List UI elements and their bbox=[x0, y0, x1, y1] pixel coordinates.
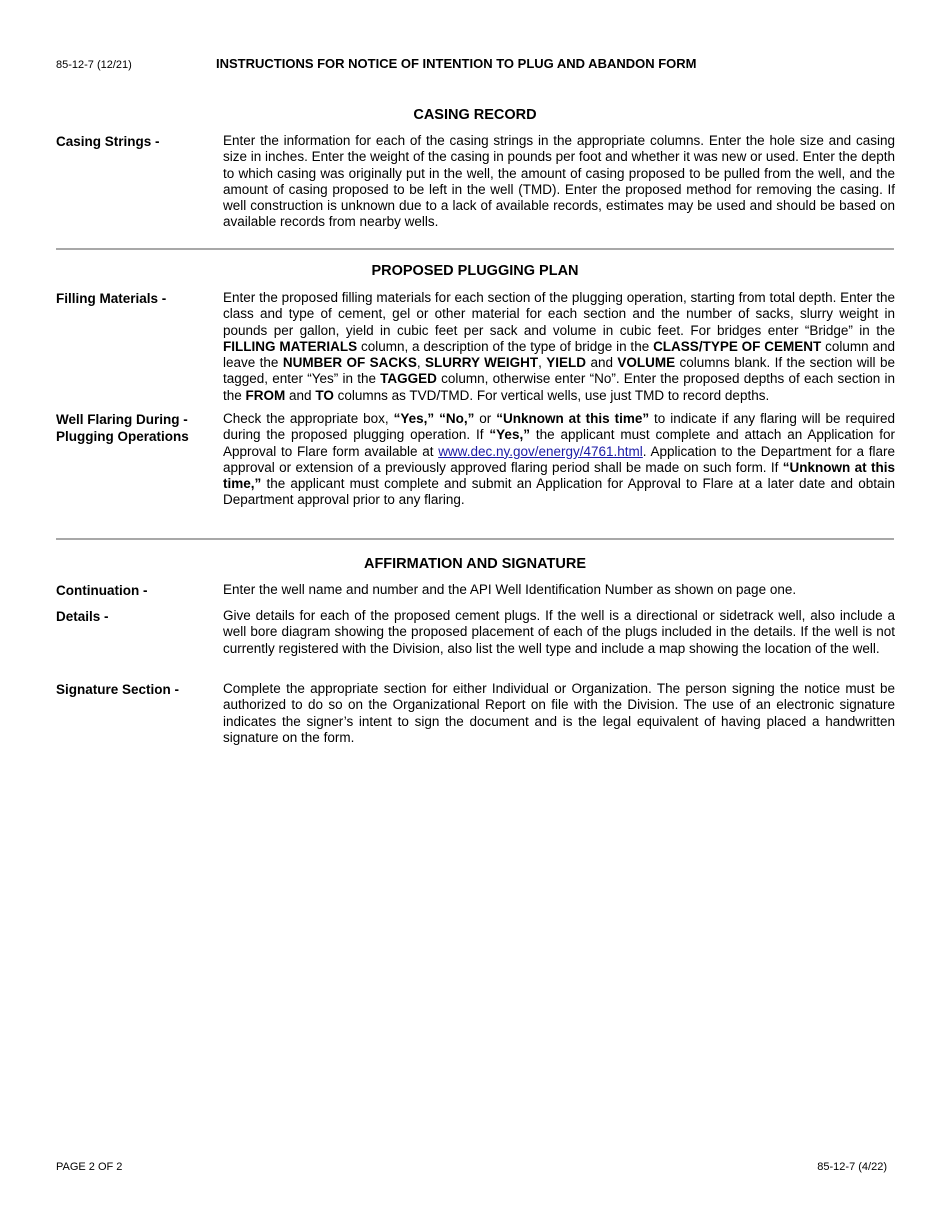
filling-materials-label: Filling Materials - bbox=[56, 291, 167, 306]
plugging-plan-heading: PROPOSED PLUGGING PLAN bbox=[371, 263, 579, 279]
well-flaring-text: Check the appropriate box, “Yes,” “No,” or “Unknown at this time” to indicate if any flaring will be required during the proposed plugging operation. If “Yes,” the applicant must complete and attach an Application for Approval to Flare form available at www.dec.ny.gov/energy/4761.html. Application to the Department for a flare approval or extension of a previously approved flaring period shall be made on such form. If “Unknown at this time,” the applicant must complete and submit an Application for Approval to Flare at a later date and obtain Department approval prior to any flaring. bbox=[223, 411, 896, 508]
casing-strings-label: Casing Strings - bbox=[56, 134, 160, 149]
form-code-footer: 85-12-7 (4/22) bbox=[817, 1161, 887, 1173]
form-code-header: 85-12-7 (12/21) bbox=[56, 59, 132, 71]
well-flaring-label-line2: Plugging Operations bbox=[56, 429, 189, 444]
continuation-label: Continuation - bbox=[56, 583, 148, 598]
section-divider bbox=[56, 538, 894, 540]
section-divider bbox=[56, 248, 894, 250]
details-text: Give details for each of the proposed cement plugs. If the well is a directional or sidetrack well, also include a well bore diagram showing the proposed placement of each of the plugs included in the details. If the well is not currently registered with the Division, also list the well type and include a map showing the location of the well. bbox=[223, 608, 895, 656]
casing-strings-text: Enter the information for each of the casing strings in the appropriate columns. Enter the hole size and casing size in inches. Enter the weight of the casing in pounds per foot and whether it was new or used. Enter the depth to which casing was originally put in the well, the amount of casing proposed to be pulled from the well, and the amount of casing proposed to be left in the well (TMD). Enter the proposed method for removing the casing. If well construction is unknown due to a lack of available records, estimates may be used and should be based on available records from nearby wells. bbox=[223, 133, 895, 230]
document-title: INSTRUCTIONS FOR NOTICE OF INTENTION TO PLUG AND ABANDON FORM bbox=[216, 56, 697, 71]
signature-section-text: Complete the appropriate section for either Individual or Organization. The person signing the notice must be authorized to do so on the Organizational Report on file with the Division. The use of an electronic signature indicates the signer’s intent to sign the document and is the legal equivalent of having placed a handwritten signature on the form. bbox=[223, 681, 895, 745]
signature-section-label: Signature Section - bbox=[56, 682, 180, 697]
well-flaring-label bbox=[56, 411, 216, 445]
casing-record-heading: CASING RECORD bbox=[413, 107, 537, 123]
filling-materials-text: Enter the proposed filling materials for each section of the plugging operation, starting from total depth. Enter the class and type of cement, gel or other material for each section and the number of sacks, slurry weight in pounds per gallon, yield in cubic feet per sack and volume in cubic feet. For bridges enter “Bridge” in the FILLING MATERIALS column, a description of the type of bridge in the CLASS/TYPE OF CEMENT column and leave the NUMBER OF SACKS, SLURRY WEIGHT, YIELD and VOLUME columns blank. If the section will be tagged, enter “Yes” in the TAGGED column, otherwise enter “No”. Enter the proposed depths of each section in the FROM and TO columns as TVD/TMD. For vertical wells, use just TMD to record depths. bbox=[223, 290, 895, 403]
details-label: Details - bbox=[56, 609, 109, 624]
well-flaring-label-line1: Well Flaring During - bbox=[56, 412, 188, 427]
page-number: PAGE 2 OF 2 bbox=[56, 1161, 123, 1173]
continuation-text: Enter the well name and number and the API Well Identification Number as shown on page one. bbox=[223, 582, 797, 597]
flare-application-link[interactable]: www.dec.ny.gov/energy/4761.html bbox=[438, 443, 643, 459]
affirmation-heading: AFFIRMATION AND SIGNATURE bbox=[363, 556, 587, 572]
